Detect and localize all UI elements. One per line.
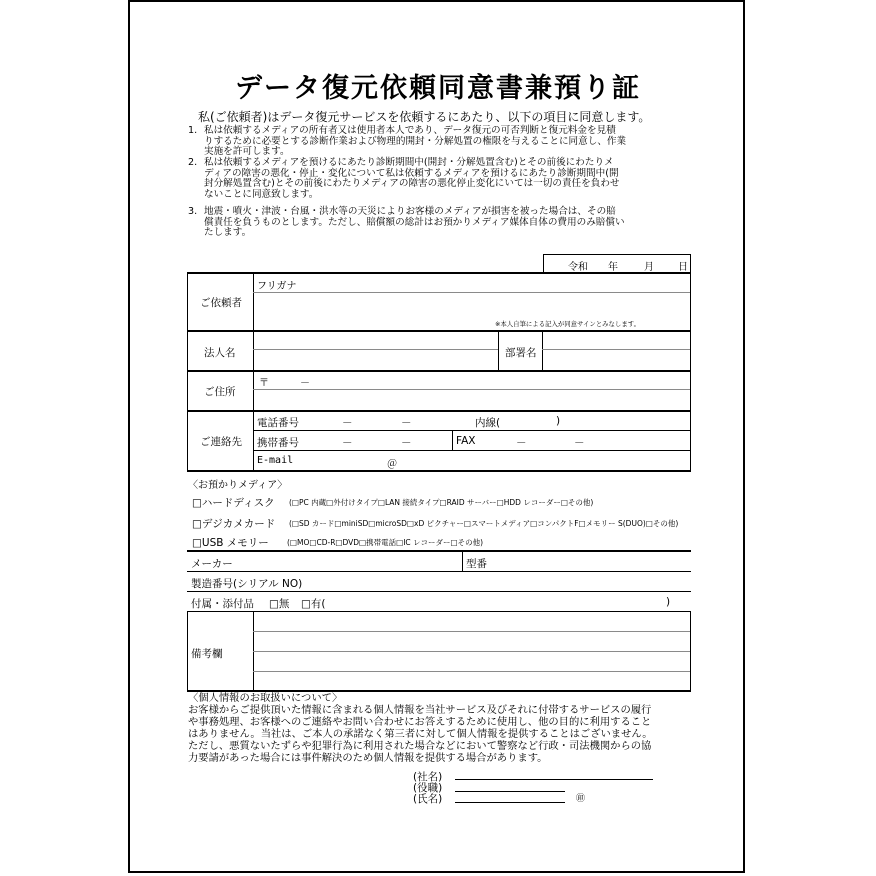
media-title: 〈お預かりメディア〉 bbox=[188, 480, 288, 491]
privacy-line: はありません。当社は、ご本人の承諾なく第三者に対して個人情報を提供することはございません。 bbox=[188, 728, 653, 740]
position-field[interactable] bbox=[455, 780, 565, 791]
furigana-label: フリガナ bbox=[257, 281, 297, 292]
date-box[interactable]: 令和 年 月 日 bbox=[543, 254, 691, 274]
media-usb-checkbox[interactable]: □USB メモリー bbox=[192, 537, 269, 549]
maker-field[interactable] bbox=[240, 552, 460, 570]
privacy-line: や事務処理、お客様へのご連絡やお問い合わせにお答えするために使用し、他の目的に利用すること bbox=[188, 716, 652, 728]
phone-field[interactable] bbox=[300, 412, 690, 429]
corp-label: 法人名 bbox=[204, 347, 236, 359]
media-usb-options[interactable]: (□MO□CD-R□DVD□携帯電話□IC レコーダー□その他) bbox=[287, 538, 484, 547]
email-label: E-mail bbox=[257, 455, 294, 466]
corp-name-field[interactable] bbox=[254, 332, 498, 369]
serial-field[interactable] bbox=[310, 573, 688, 591]
address-field[interactable] bbox=[254, 372, 690, 409]
requester-name-field[interactable] bbox=[254, 293, 690, 315]
dept-field[interactable] bbox=[543, 332, 690, 369]
email-field[interactable] bbox=[300, 452, 690, 469]
accessories-none-checkbox[interactable]: □無 bbox=[269, 598, 290, 610]
privacy-line: ただし、悪質ないたずらや犯罪行為に利用された場合などにおいて警察など行政・司法機関からの協 bbox=[188, 740, 652, 752]
seal-mark: ㊞ bbox=[576, 794, 586, 804]
document-title: データ復元依頼同意書兼預り証 bbox=[235, 73, 641, 104]
name-field[interactable] bbox=[455, 791, 565, 802]
remarks-label: 備考欄 bbox=[191, 648, 223, 660]
model-label: 型番 bbox=[466, 558, 487, 570]
media-hdd-checkbox[interactable]: □ハードディスク bbox=[192, 497, 275, 509]
privacy-line: 力要請があった場合には事件解決のため個人情報を提供する場合があります。 bbox=[188, 752, 548, 764]
name-label: (氏名) bbox=[413, 793, 443, 805]
maker-label: メーカー bbox=[191, 558, 233, 570]
fax-field[interactable] bbox=[480, 432, 690, 449]
phone-label: 電話番号 bbox=[257, 417, 299, 429]
requester-label: ご依頼者 bbox=[200, 297, 242, 309]
form-sheet: データ復元依頼同意書兼預り証 私(ご依頼者)はデータ復元サービスを依頼するにあたり、以下の項目に同意します。 1. 私は依頼するメディアの所有者又は使用者本人であり、データ復元の可否判断と復元料金を見積 りするために必要とする診断作業および物理的開封・分解処置の権限を与えることに同意し、作業 実施を許可します。 2. 私は依頼するメディアを預けるにあたり診断期間中(開封・分解処置含む)とその前後にわたりメ ディアの障害の悪化・停止・変化について私は依頼するメディアを預けるにあたり診断期間中(開 封分解処置含む)とその前後にわたりメディアの障害の悪化停止変化にいては一切の責任を負わせ ないことに同意致します。 3. 地震・噴火・津波・台風・洪水等の天災によりお客様のメディアが損害を被った場合は、その賠 償責任を負うものとします。ただし、賠償額の総計はお預かりメディア媒体自体の費用のみ賠償い たします。 令和 年 月 日 ご依頼者 フリガナ ※本人自筆による記入が同意サインとみなします。 法人名 部署名 ご住所 〒 － ご連絡先 電話番号 － － 内線( ) 携帯番号 － － FAX － － E-mail ＠ 〈お預かりメディア〉 □ハードディスク (□PC 内蔵□外付けタイプ□LAN 接続タイプ□RAID サーバー□HDD レコーダー□その他) □デジカメカード (□SD カード□miniSD□microSD□xD ピクチャー□スマートメディア□コンパクトF□メモリー S(DUO)□その他) □USB メモリー (□MO□CD-R□DVD□携帯電話□IC レコーダー□その他) メーカー 型番 製造番号(シリアル NO) 付属・添付品 □無 □有( ) 備考欄 〈個人情報のお取扱いについて〉 お客様からご提供頂いた情報に含まれる個人情報を当社サービス及びそれに付帯するサービスの履行 や事務処理、お客様へのご連絡やお問い合わせにお答えするために使用し、他の目的に利用すること はありません。当社は、ご本人の承諾なく第三者に対して個人情報を提供することはございません。 ただし、悪質ないたずらや犯罪行為に利用された場合などにおいて警察など行政・司法機関からの協 力要請があった場合には事件解決のため個人情報を提供する場合があります。 (社名) (役職) (氏名) ㊞ bbox=[128, 0, 745, 873]
accessories-yes-checkbox[interactable]: □有( bbox=[301, 598, 326, 610]
accessories-label: 付属・添付品 bbox=[191, 598, 254, 610]
accessories-field[interactable] bbox=[335, 593, 665, 610]
position-label: (役職) bbox=[413, 782, 443, 794]
extension-label: 内線( bbox=[475, 417, 501, 429]
privacy-line: お客様からご提供頂いた情報に含まれる個人情報を当社サービス及びそれに付帯するサービスの履行 bbox=[188, 704, 652, 716]
privacy-title: 〈個人情報のお取扱いについて〉 bbox=[188, 692, 343, 704]
mobile-field[interactable] bbox=[300, 432, 450, 449]
mobile-label: 携帯番号 bbox=[257, 437, 299, 449]
model-field[interactable] bbox=[492, 552, 688, 570]
media-card-options[interactable]: (□SD カード□miniSD□microSD□xD ピクチャー□スマートメディア□コンパクトF□メモリー S(DUO)□その他) bbox=[289, 519, 679, 528]
company-label: (社名) bbox=[413, 771, 443, 783]
company-field[interactable] bbox=[455, 767, 653, 779]
serial-label: 製造番号(シリアル NO) bbox=[191, 578, 303, 590]
address-label: ご住所 bbox=[204, 386, 236, 398]
media-hdd-options[interactable]: (□PC 内蔵□外付けタイプ□LAN 接続タイプ□RAID サーバー□HDD レコーダー□その他) bbox=[289, 498, 594, 507]
intro-text: 私(ご依頼者)はデータ復元サービスを依頼するにあたり、以下の項目に同意します。 bbox=[198, 110, 651, 124]
fax-label: FAX bbox=[456, 435, 476, 447]
signature-note: ※本人自筆による記入が同意サインとみなします。 bbox=[495, 320, 640, 328]
remarks-field[interactable] bbox=[254, 613, 690, 689]
media-card-checkbox[interactable]: □デジカメカード bbox=[192, 518, 276, 530]
contact-label: ご連絡先 bbox=[200, 436, 242, 448]
dept-label: 部署名 bbox=[505, 347, 537, 359]
postal-mark: 〒 bbox=[259, 378, 269, 389]
